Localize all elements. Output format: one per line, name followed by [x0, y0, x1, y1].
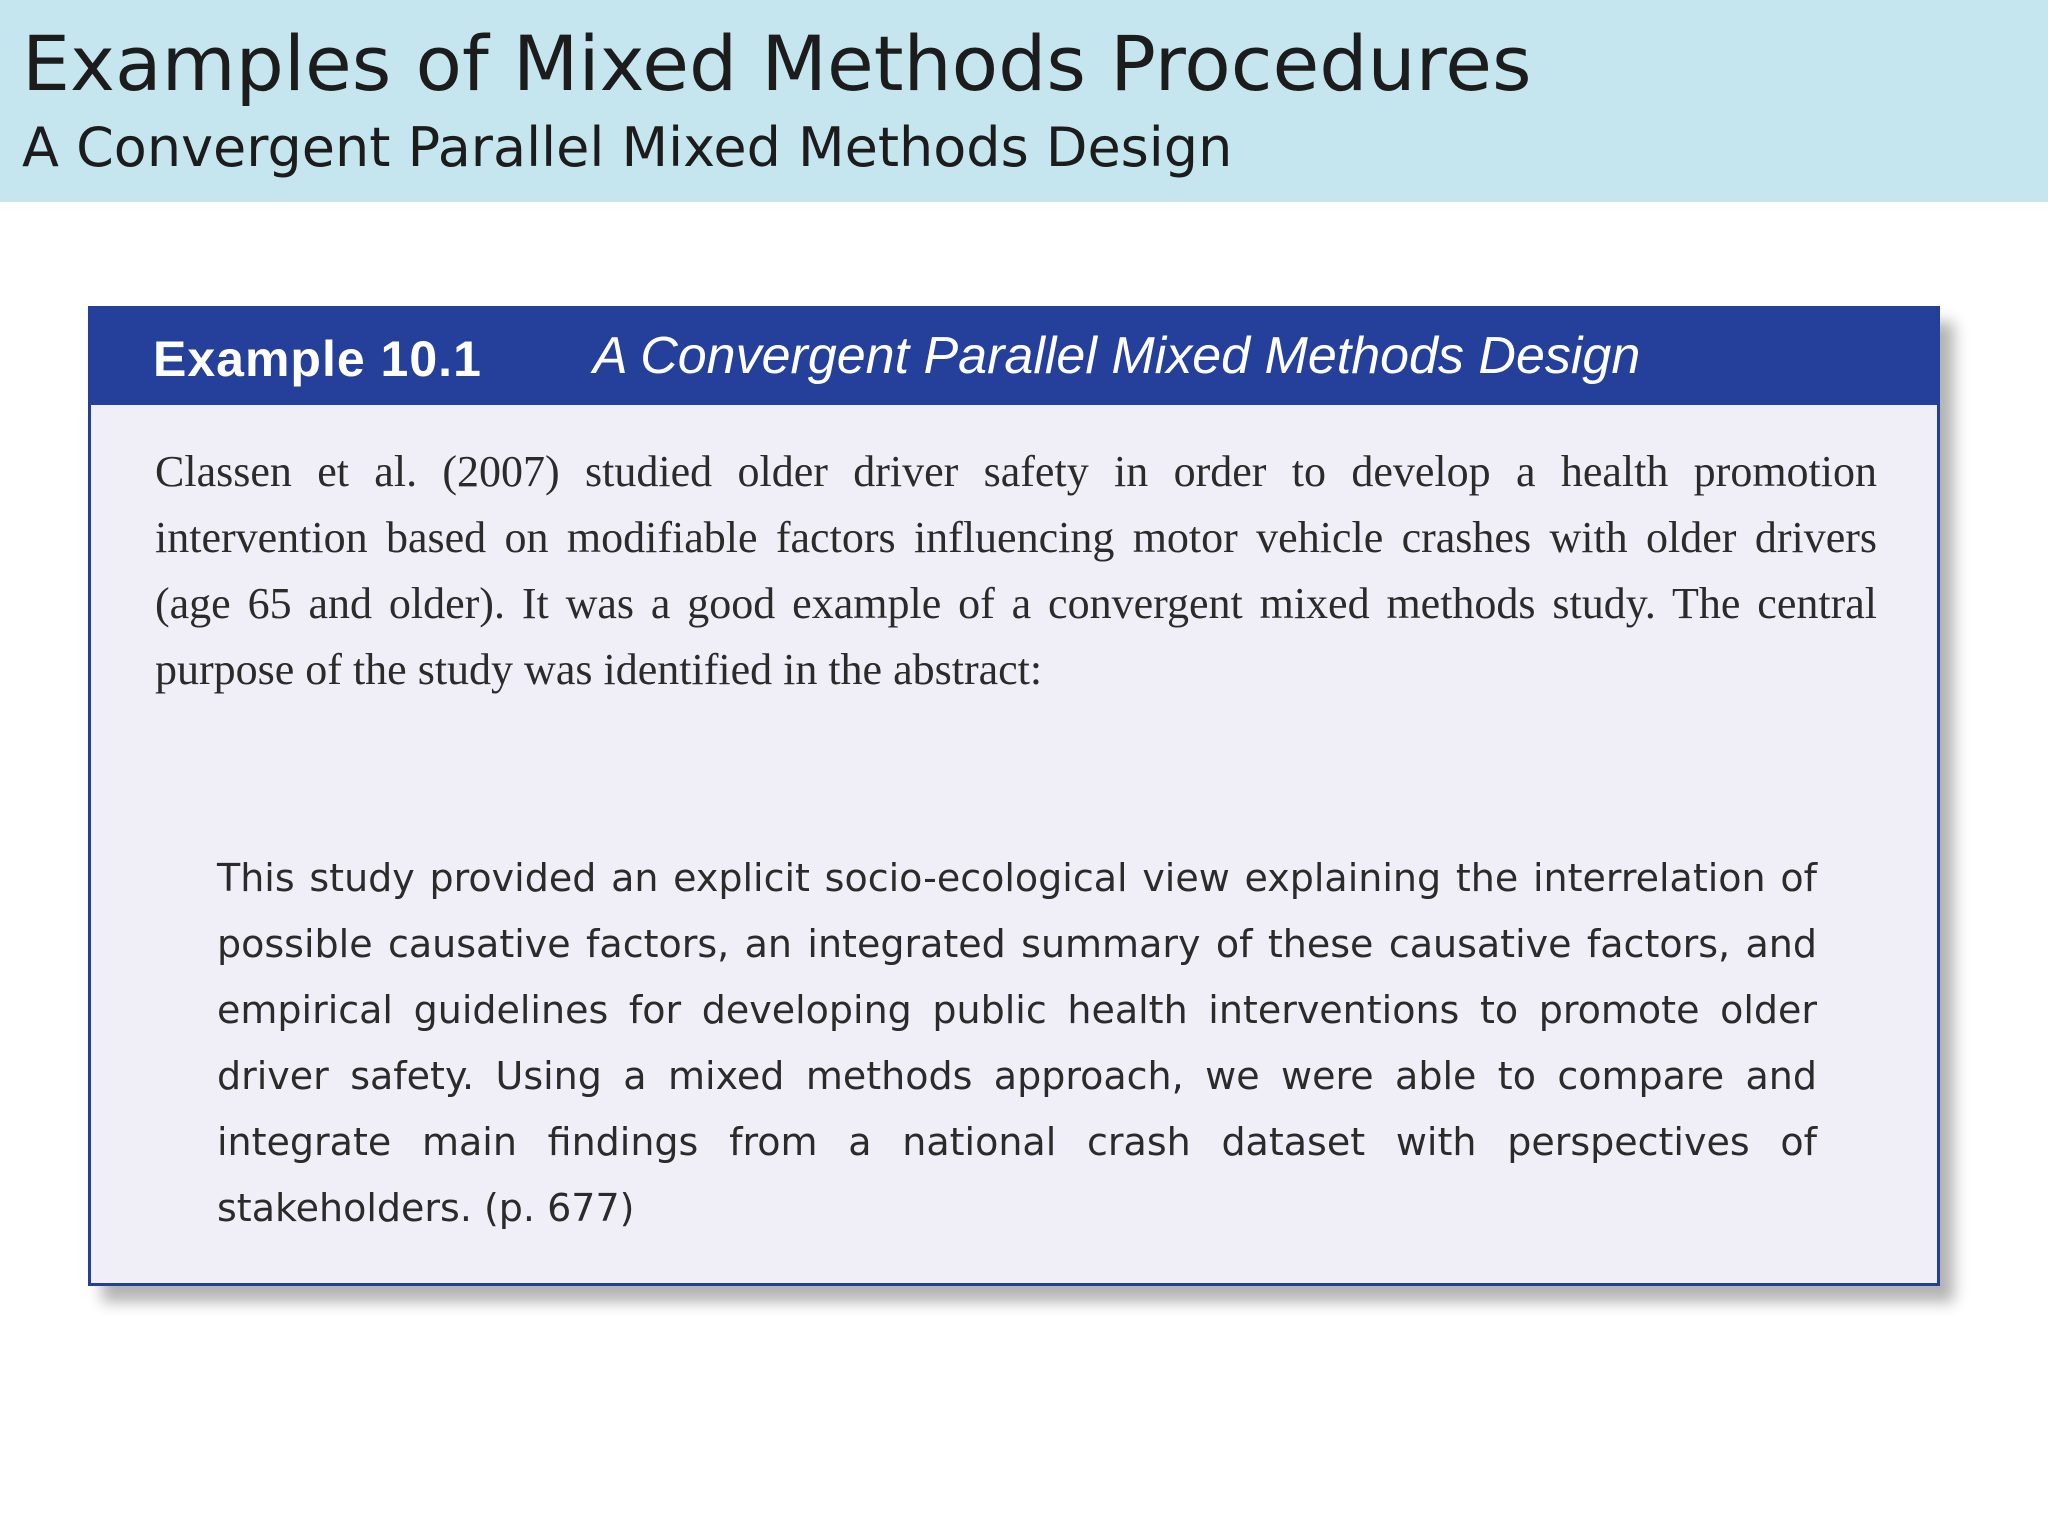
title-band: [0, 0, 2048, 202]
slide-title: Examples of Mixed Methods Procedures: [22, 19, 1532, 108]
slide-subtitle: A Convergent Parallel Mixed Methods Design: [22, 116, 1233, 179]
example-box: [88, 306, 1940, 1286]
example-number: Example 10.1: [153, 331, 482, 387]
example-title: A Convergent Parallel Mixed Methods Design: [593, 327, 1641, 385]
example-body-text: Classen et al. (2007) studied older driver safety in order to develop a health promotion intervention based on modifiable factors influencing motor vehicle crashes with older drivers (age 65 and older). It was a good example of a convergent mixed methods study. The central purpose of the study was identified in the abstract:: [155, 447, 1877, 694]
example-quote: This study provided an explicit socio-ecological view explaining the interrelation of possible causative factors, an integrated summary of these causative factors, and empirical guidelines for developing public health interventions to promote older driver safety. Using a mixed methods approach, we were able to compare and integrate main findings from a national crash dataset with perspectives of stakeholders. (p. 677): [217, 856, 1817, 1230]
example-header: [91, 309, 1937, 405]
